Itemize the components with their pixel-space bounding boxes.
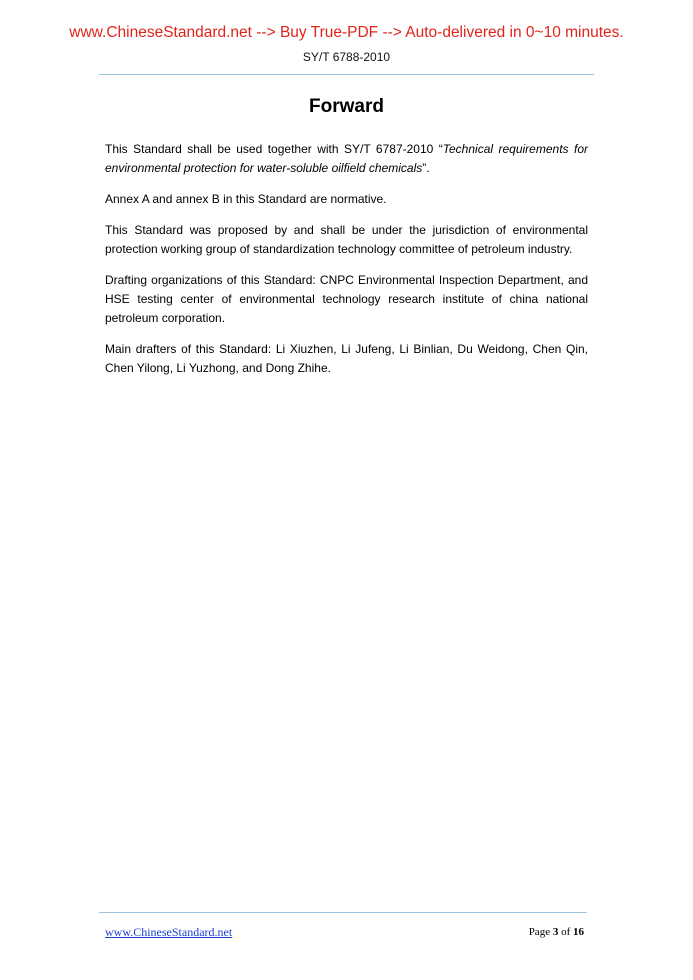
page-current: 3 <box>552 926 559 938</box>
footer-divider <box>99 912 587 913</box>
standard-code-header: SY/T 6788-2010 <box>302 50 391 64</box>
page-title: Forward <box>309 96 384 117</box>
document-body <box>105 140 588 390</box>
page-total: 16 <box>573 926 584 938</box>
paragraph-1-end: ”. <box>422 161 430 175</box>
referenced-standard-title: Technical requirements for environmental protection for water-soluble oilfield chemicals <box>105 142 588 175</box>
footer-website-link[interactable]: www.ChineseStandard.net <box>105 925 233 939</box>
paragraph-1-text: This Standard shall be used together with SY/T 6787-2010 “ <box>105 142 443 156</box>
page-word: Page <box>528 926 551 938</box>
paragraph-2: Annex A and annex B in this Standard are normative. <box>105 192 387 206</box>
page-number <box>505 926 584 938</box>
paragraph-3: This Standard was proposed by and shall be under the jurisdiction of environmental protection working group of standardization technology committee of petroleum industry. <box>105 223 588 256</box>
page-of: of <box>561 926 571 938</box>
paragraph-4: Drafting organizations of this Standard: CNPC Environmental Inspection Department, and HSE testing center of environmental technology research institute of china national petroleum corporation. <box>105 273 588 325</box>
header-divider <box>99 74 594 75</box>
promo-banner[interactable]: www.ChineseStandard.net --> Buy True-PDF --> Auto-delivered in 0~10 minutes. <box>69 24 624 41</box>
paragraph-1 <box>105 140 588 178</box>
paragraph-5: Main drafters of this Standard: Li Xiuzhen, Li Jufeng, Li Binlian, Du Weidong, Chen Qin, Chen Yilong, Li Yuzhong, and Dong Zhihe. <box>105 342 588 375</box>
